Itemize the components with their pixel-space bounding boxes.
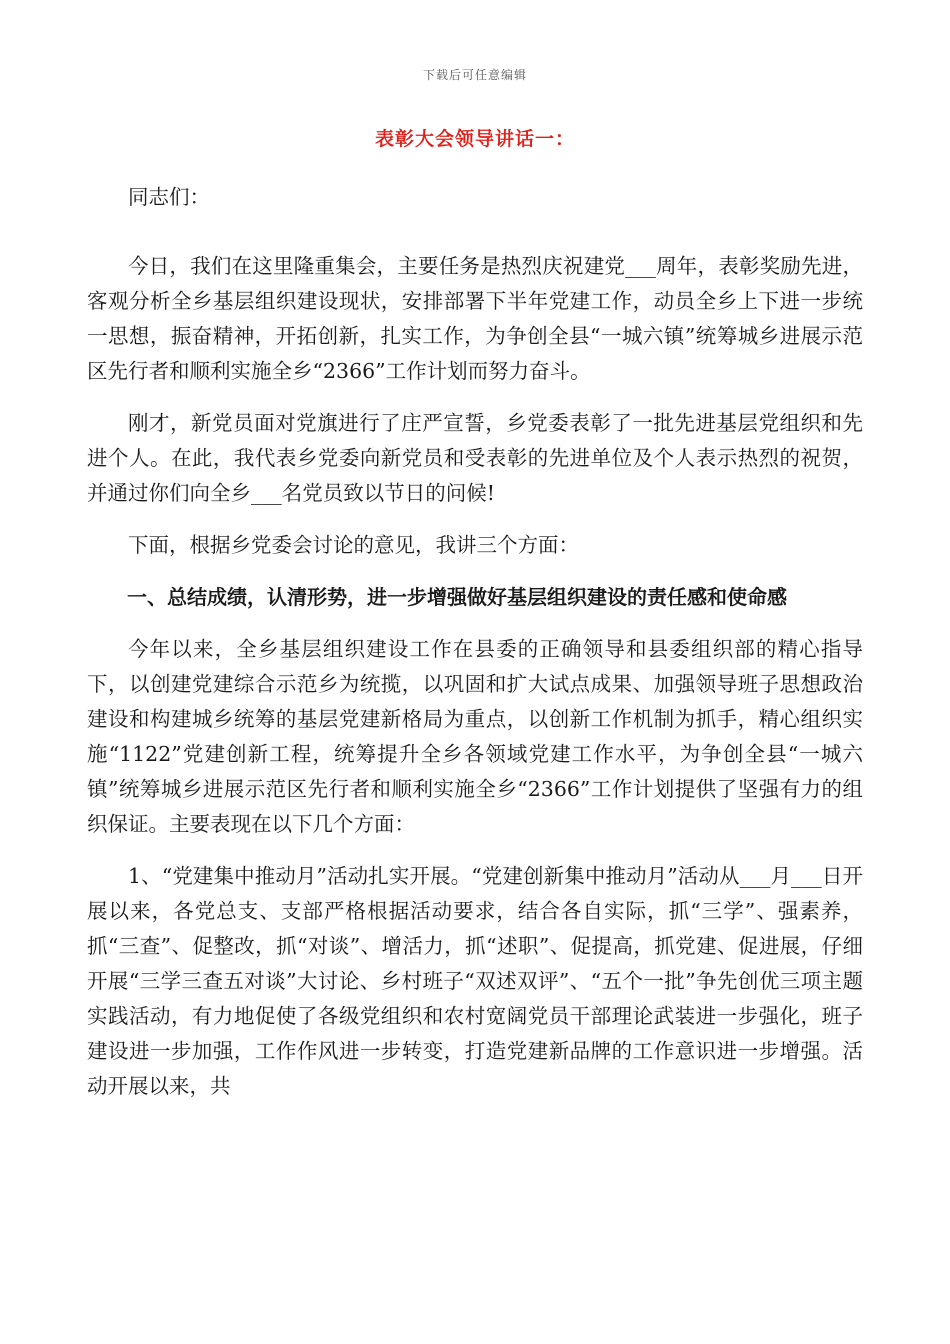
paragraph-2: 刚才，新党员面对党旗进行了庄严宣誓，乡党委表彰了一批先进基层党组织和先进个人。在此，我代表乡党委向新党员和受表彰的先进单位及个人表示热烈的祝贺，并通过你们向全乡___名党员致以节日的问候!: [87, 411, 863, 505]
paragraph-1: 今日，我们在这里隆重集会，主要任务是热烈庆祝建党___周年，表彰奖励先进，客观分析全乡基层组织建设现状，安排部署下半年党建工作，动员全乡上下进一步统一思想，振奋精神，开拓创新，扎实工作，为争创全县“一城六镇”统筹城乡进展示范区先行者和顺利实施全乡“2366”工作计划而努力奋斗。: [87, 254, 863, 383]
document-body: [87, 180, 863, 1121]
paragraph-4: 今年以来，全乡基层组织建设工作在县委的正确领导和县委组织部的精心指导下，以创建党建综合示范乡为统揽，以巩固和扩大试点成果、加强领导班子思想政治建设和构建城乡统筹的基层党建新格局为重点，以创新工作机制为抓手，精心组织实施“1122”党建创新工程，统筹提升全乡各领域党建工作水平，为争创全县“一城六镇”统筹城乡进展示范区先行者和顺利实施全乡“2366”工作计划提供了坚强有力的组织保证。主要表现在以下几个方面：: [87, 637, 863, 836]
header-note: 下载后可任意编辑: [422, 68, 527, 82]
salutation: 同志们：: [128, 185, 210, 209]
paragraph-5: 1、“党建集中推动月”活动扎实开展。“党建创新集中推动月”活动从___月___日开展以来，各党总支、支部严格根据活动要求，结合各自实际，抓“三学”、强素养，抓“三查”、促整改，抓“对谈”、增活力，抓“述职”、促提高，抓党建、促进展，仔细开展“三学三查五对谈”大讨论、乡村班子“双述双评”、“五个一批”争先创优三项主题实践活动，有力地促使了各级党组织和农村宽阔党员干部理论武装进一步强化，班子建设进一步加强，工作作风进一步转变，打造党建新品牌的工作意识进一步增强。活动开展以来，共: [87, 864, 863, 1098]
document-title: 表彰大会领导讲话一：: [374, 128, 575, 150]
section-heading-1: 一、总结成绩，认清形势，进一步增强做好基层组织建设的责任感和使命感: [127, 585, 787, 609]
paragraph-3: 下面，根据乡党委会讨论的意见，我讲三个方面：: [128, 533, 579, 557]
